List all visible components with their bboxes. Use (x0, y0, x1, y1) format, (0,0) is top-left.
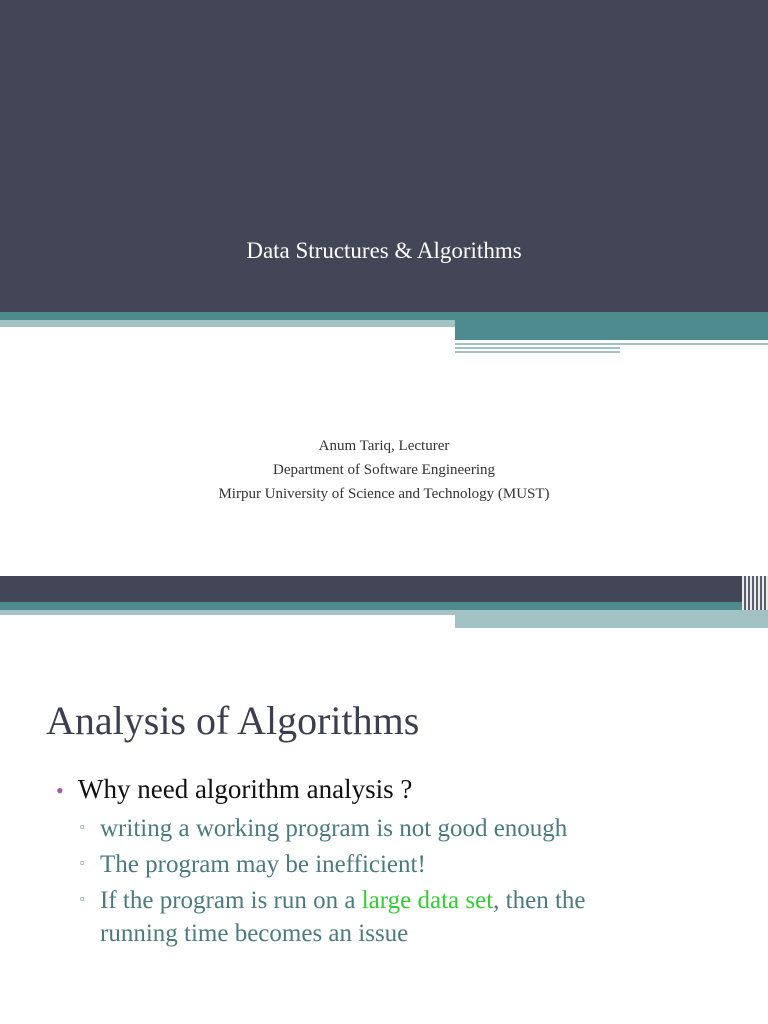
presenter-info (0, 434, 768, 506)
sub-bullet-continuation: running time becomes an issue (100, 920, 409, 947)
decor-line (455, 351, 620, 353)
decor-stripes (742, 576, 768, 610)
content-slide-header (0, 576, 768, 602)
sub-bullet-marker: ▫ (80, 855, 85, 870)
slide-title: Analysis of Algorithms (46, 698, 420, 743)
sub-bullet-marker: ▫ (80, 819, 85, 834)
header-band-right (455, 610, 768, 628)
sub-bullet-item (80, 810, 567, 846)
sub-bullet-text: The program may be inefficient! (100, 851, 426, 878)
department-line: Department of Software Engineering (272, 462, 495, 478)
bullet-item (56, 772, 412, 808)
university-line: Mirpur University of Science and Technology (MUST) (218, 486, 550, 502)
sub-bullet-text: If the program is run on a (100, 887, 362, 914)
sub-bullet-item (80, 882, 586, 918)
bullet-marker: • (56, 778, 64, 803)
header-band-right (455, 320, 768, 340)
bullet-text: Why need algorithm analysis ? (78, 774, 413, 804)
decor-line (455, 343, 768, 345)
header-band-light (0, 320, 455, 327)
presentation-title: Data Structures & Algorithms (246, 238, 522, 263)
decor-line (455, 347, 620, 349)
title-slide-header (0, 0, 768, 312)
sub-bullet-text: , then the (493, 887, 586, 914)
sub-bullet-marker: ▫ (80, 891, 85, 906)
header-band (0, 312, 768, 320)
sub-bullet-item (80, 846, 426, 882)
header-band-light (0, 610, 455, 615)
content-slide (0, 576, 768, 1024)
author-line: Anum Tariq, Lecturer (318, 438, 450, 454)
sub-bullet-text: writing a working program is not good enough (100, 815, 568, 842)
highlighted-text: large data set (361, 887, 494, 914)
header-band (0, 602, 768, 610)
